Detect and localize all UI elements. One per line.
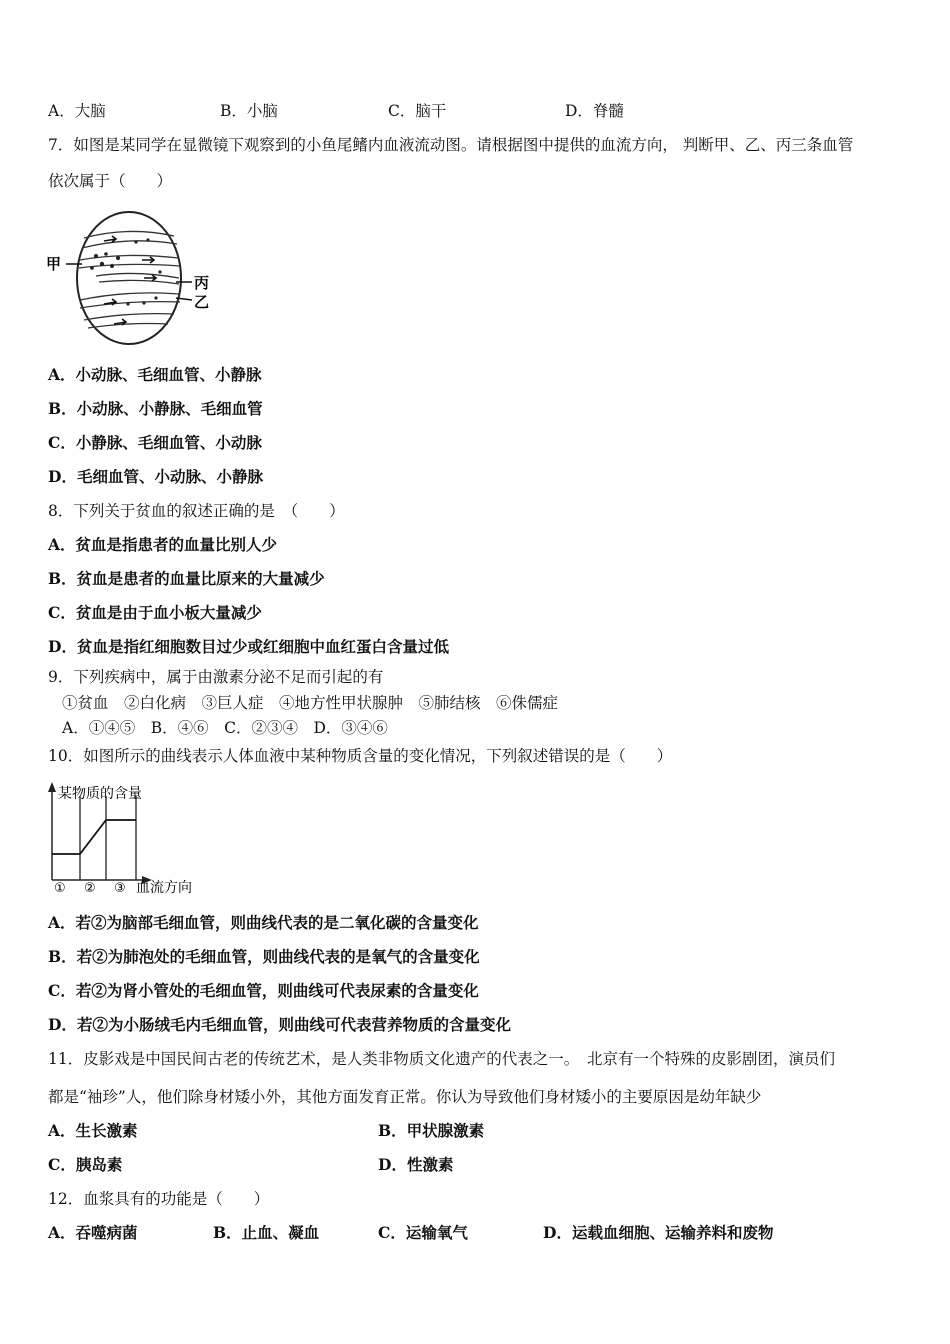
q6-option-d: D．脊髓 bbox=[565, 102, 624, 120]
q7-option-b: B．小动脉、小静脉、毛细血管 bbox=[48, 399, 263, 418]
q8-option-d: D．贫血是指红细胞数目过少或红细胞中血红蛋白含量过低 bbox=[48, 637, 449, 656]
q10-option-c: C．若②为肾小管处的毛细血管，则曲线可代表尿素的含量变化 bbox=[48, 981, 479, 1000]
q7-label-bing: 丙 bbox=[194, 274, 210, 292]
q11-stem-line2: 都是“袖珍”人，他们除身材矮小外，其他方面发育正常。你认为导致他们身材矮小的主要原因是幼年缺少 bbox=[48, 1088, 762, 1106]
q9-items: ①贫血 ②白化病 ③巨人症 ④地方性甲状腺肿 ⑤肺结核 ⑥侏儒症 bbox=[62, 694, 559, 712]
q11-option-d: D．性激素 bbox=[378, 1155, 454, 1174]
q8-stem: 8．下列关于贫血的叙述正确的是 （ ） bbox=[48, 502, 345, 520]
q9-stem: 9．下列疾病中，属于由激素分泌不足而引起的有 bbox=[48, 668, 384, 686]
q10-tick-2: ② bbox=[84, 881, 96, 896]
q10-tick-3: ③ bbox=[114, 881, 126, 896]
q12-option-b: B．止血、凝血 bbox=[213, 1223, 320, 1242]
q10-ylabel: 某物质的含量 bbox=[58, 786, 142, 802]
q8-option-a: A．贫血是指患者的血量比别人少 bbox=[48, 535, 278, 554]
q7-label-jia: 甲 bbox=[46, 255, 62, 273]
q10-tick-1: ① bbox=[54, 881, 66, 896]
q10-option-d: D．若②为小肠绒毛内毛细血管，则曲线可代表营养物质的含量变化 bbox=[48, 1015, 511, 1034]
q11-option-a: A．生长激素 bbox=[48, 1121, 138, 1140]
q11-stem-line1: 11．皮影戏是中国民间古老的传统艺术，是人类非物质文化遗产的代表之一。 北京有一个特殊的皮影剧团，演员们 bbox=[48, 1050, 835, 1068]
q10-option-b: B．若②为肺泡处的毛细血管，则曲线代表的是氧气的含量变化 bbox=[48, 947, 480, 966]
q8-option-b: B．贫血是患者的血量比原来的大量减少 bbox=[48, 569, 325, 588]
q7-fish-tail-blood-flow-figure bbox=[44, 208, 224, 350]
q12-option-c: C．运输氧气 bbox=[378, 1223, 468, 1242]
q7-option-a: A．小动脉、毛细血管、小静脉 bbox=[48, 365, 262, 384]
q10-stem: 10．如图所示的曲线表示人体血液中某种物质含量的变化情况，下列叙述错误的是（ ） bbox=[48, 747, 673, 765]
q9-options: A．①④⑤ B．④⑥ C．②③④ D．③④⑥ bbox=[62, 719, 388, 737]
q10-line-chart bbox=[44, 778, 214, 898]
q12-option-d: D．运载血细胞、运输养料和废物 bbox=[543, 1223, 774, 1242]
q8-option-c: C．贫血是由于血小板大量减少 bbox=[48, 603, 262, 622]
q12-option-a: A．吞噬病菌 bbox=[48, 1223, 138, 1242]
q7-label-yi: 乙 bbox=[194, 293, 210, 311]
q6-option-a: A．大脑 bbox=[48, 102, 106, 120]
q12-stem: 12．血浆具有的功能是（ ） bbox=[48, 1190, 270, 1208]
q6-option-c: C．脑干 bbox=[388, 102, 447, 120]
q7-option-d: D．毛细血管、小动脉、小静脉 bbox=[48, 467, 263, 486]
q7-option-c: C．小静脉、毛细血管、小动脉 bbox=[48, 433, 262, 452]
q11-option-c: C．胰岛素 bbox=[48, 1155, 123, 1174]
q6-option-b: B．小脑 bbox=[220, 102, 278, 120]
q7-stem-line1: 7．如图是某同学在显微镜下观察到的小鱼尾鳍内血液流动图。请根据图中提供的血流方向， 判断甲、乙、丙三条血管 bbox=[48, 136, 854, 154]
q7-stem-line2: 依次属于（ ） bbox=[48, 172, 173, 190]
q10-option-a: A．若②为脑部毛细血管，则曲线代表的是二氧化碳的含量变化 bbox=[48, 913, 479, 932]
q10-xlabel: 血流方向 bbox=[136, 880, 192, 896]
q11-option-b: B．甲状腺激素 bbox=[378, 1121, 485, 1140]
